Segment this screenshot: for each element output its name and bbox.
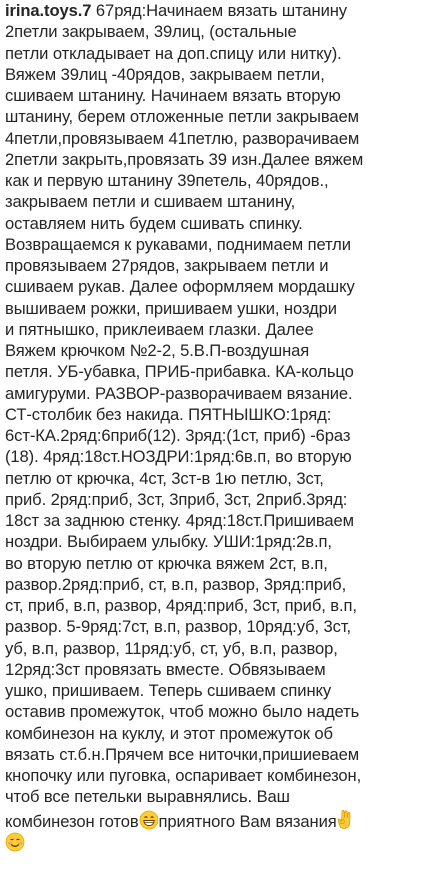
caption-line: Вяжем 39лиц -40рядов, закрываем петли, [5, 64, 325, 84]
caption-line: кнопочку или пуговка, оспаривает комбинезон, [5, 766, 362, 785]
caption-line: чтоб все петельки выравнялись. Ваш [5, 787, 290, 807]
caption-line: ушко, пришиваем. Теперь сшиваем спинку [5, 681, 332, 700]
caption-line: закрываем петли и сшиваем штанину, [5, 192, 296, 212]
caption-line: Возвращаемся к рукавами, поднимаем петли [5, 234, 351, 254]
caption-line: уб, в.п, развор, 11ряд:уб, ст, уб, в.п, развор, [5, 638, 338, 658]
caption-line: 67ряд:Начинаем вязать штанину [91, 1, 348, 20]
caption-closing-text: приятного Вам вязания [158, 811, 337, 831]
caption-line: как и первую штанину 39петель, 40рядов., [5, 171, 329, 190]
smiling-face-icon [5, 832, 25, 852]
caption-line: оставив промежуток, чтоб можно было надеть [5, 702, 360, 722]
caption-line: 12ряд:3ст провязать вместе. Обвязываем [5, 659, 326, 679]
caption-line: ст, приб, в.п, развор, 4ряд:приб, 3ст, приб, в.п, [5, 596, 357, 615]
caption-line: Вяжем крючком №2-2, 5.В.П-воздушная [5, 341, 310, 360]
caption-line: развор.2ряд:приб, ст, в.п, развор, 3ряд:приб, [5, 574, 347, 594]
caption-line: во вторую петлю от крючка вяжем 2ст, в.п, [5, 553, 328, 573]
caption-line: и пятнышко, приклеиваем глазки. Далее [5, 319, 314, 339]
caption-text [5, 1, 363, 806]
caption-line: 2петли закрываем, 39лиц, (остальные [5, 22, 297, 42]
ok-hand-icon [337, 808, 353, 830]
caption-line: петлю от крючка, 4ст, 3ст-в 1ю петлю, 3ст, [5, 468, 324, 488]
caption-final-text: комбинезон готов [5, 811, 139, 831]
caption-line: сшиваем штанину. Начинаем вязать вторую [5, 86, 341, 105]
caption-line: приб. 2ряд:приб, 3ст, 3приб, 3ст, 2приб.3ряд: [5, 489, 348, 509]
caption-line: (18). 4ряд:18ст.НОЗДРИ:1ряд:6в.п, во вторую [5, 447, 352, 467]
caption-line: комбинезон на куклу, и этот промежуток об [5, 723, 333, 743]
caption-line: петля. УБ-убавка, ПРИБ-прибавка. КА-кольцо [5, 362, 354, 382]
caption-line: 6ст-КА.2ряд:6приб(12). 3ряд:(1ст, приб) -6раз [5, 426, 351, 445]
caption-line: оставляем нить будем сшивать спинку. [5, 213, 303, 233]
caption-line: вязать ст.б.н.Прячем все ниточки,пришиеваем [5, 744, 360, 764]
caption-line: сшиваем рукав. Далее оформляем мордашку [5, 277, 355, 297]
caption-line: 2петли закрыть,провязать 39 изн.Далее вяжем [5, 149, 364, 169]
caption-line: развор. 5-9ряд:7ст, в.п, развор, 10ряд:уб, 3ст, [5, 617, 351, 637]
caption-line: петли откладывает на доп.спицу или нитку). [5, 43, 342, 63]
username-link[interactable]: irina.toys.7 [5, 1, 92, 20]
caption-line: 4петли,провязываем 41петлю, разворачиваем [5, 128, 360, 148]
caption-line: 18ст за заднюю стенку. 4ряд:18ст.Пришиваем [5, 511, 354, 530]
caption-line: штанину, берем отложенные петли закрываем [5, 107, 359, 127]
grinning-face-icon [139, 810, 159, 830]
caption-line: провязываем 27рядов, закрываем петли и [5, 256, 329, 275]
caption-line: вышиваем рожки, пришиваем ушки, ноздри [5, 298, 337, 318]
caption-line: амигуруми. РАЗВОР-разворачиваем вязание. [5, 383, 353, 403]
caption-line: ноздри. Выбираем улыбку. УШИ:1ряд:2в.п, [5, 532, 332, 552]
caption-line: СТ-столбик без накида. ПЯТНЫШКО:1ряд: [5, 404, 332, 424]
post-caption [5, 0, 423, 854]
